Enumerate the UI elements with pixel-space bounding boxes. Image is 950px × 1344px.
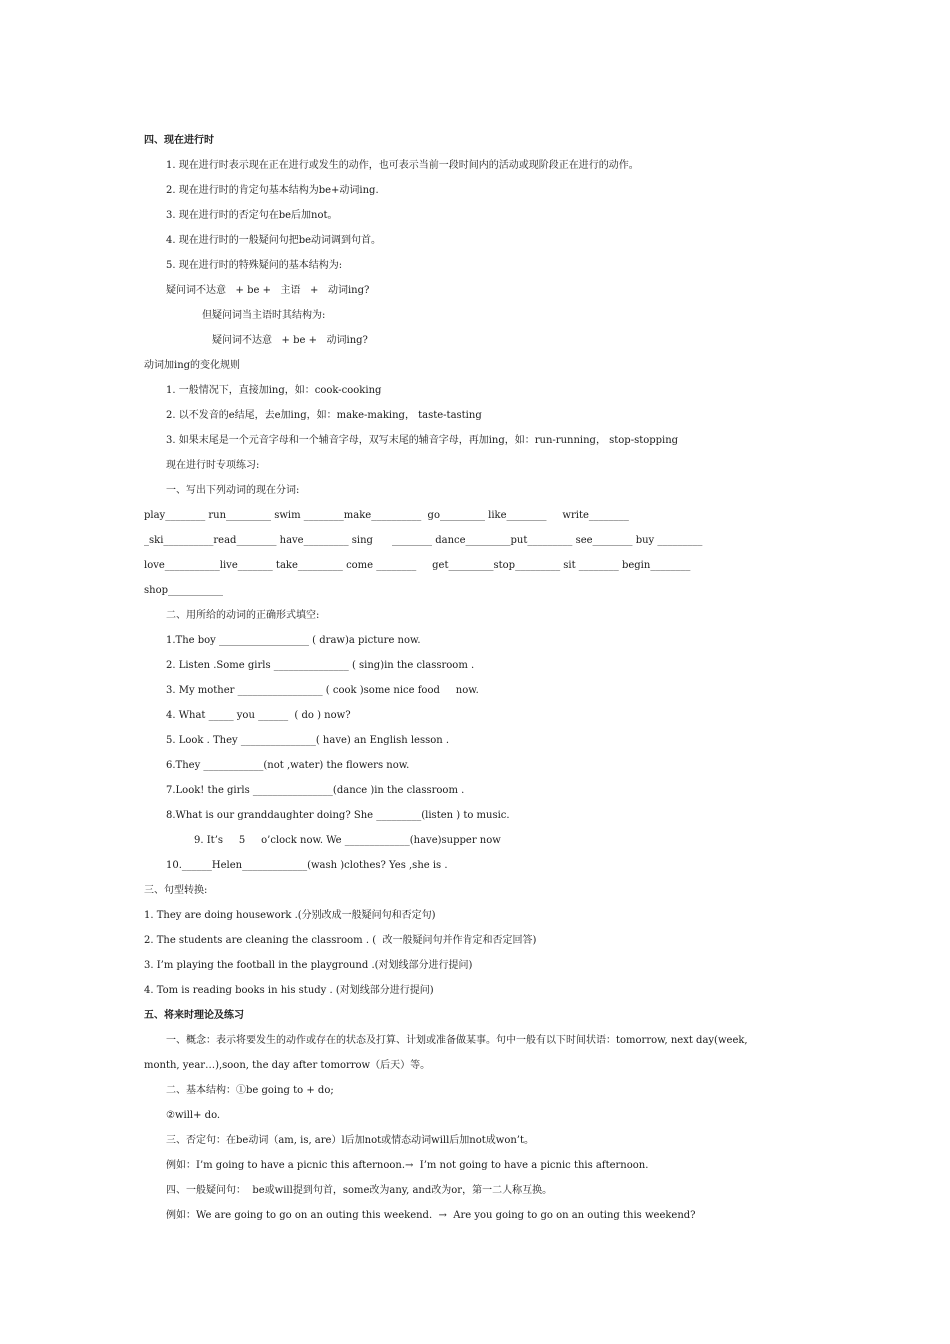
section-5-title: 五、将来时理论及练习 — [144, 1010, 244, 1021]
exercise-2-item: 9. It’s 5 o’clock now. We _____________(have)supper now — [194, 835, 501, 846]
exercise-1-row: play________ run_________ swim ________make__________ go_________ like________ write________ — [144, 510, 629, 521]
practice-title: 现在进行时专项练习: — [166, 460, 260, 471]
exercise-3-title: 三、句型转换: — [144, 885, 208, 896]
exercise-1-row: shop___________ — [144, 585, 223, 596]
exercise-2-item: 7.Look! the girls ________________(dance )in the classroom . — [166, 785, 465, 796]
exercise-1-row: love___________live_______ take_________ come ________ get_________stop_________ sit ________ begin________ — [144, 560, 691, 571]
ing-rule-1: 1. 一般情况下，直接加ing，如：cook-cooking — [166, 385, 382, 396]
future-structure: 二、基本结构：①be going to + do; — [166, 1085, 334, 1096]
exercise-2-title: 二、用所给的动词的正确形式填空: — [166, 610, 320, 621]
exercise-1-row: _ski__________read________ have_________ sing ________ dance_________put_________ see________ buy _________ — [144, 535, 703, 546]
future-question-example: 例如：We are going to go on an outing this weekend. → Are you going to go on an outing this weekend? — [166, 1210, 696, 1221]
ing-rule-3: 3. 如果末尾是一个元音字母和一个辅音字母，双写末尾的辅音字母，再加ing，如：run-running， stop-stopping — [166, 435, 679, 446]
exercise-3-item: 1. They are doing housework .(分别改成一般疑问句和否定句) — [144, 910, 436, 921]
exercise-1-title: 一、写出下列动词的现在分词: — [166, 485, 300, 496]
exercise-2-item: 3. My mother _________________ ( cook )some nice food now. — [166, 685, 479, 696]
exercise-2-item: 1.The boy __________________ ( draw)a picture now. — [166, 635, 421, 646]
section-4-title: 四、现在进行时 — [144, 135, 214, 146]
rule-1: 1. 现在进行时表示现在正在进行或发生的动作，也可表示当前一段时间内的活动或现阶段正在进行的动作。 — [166, 160, 639, 171]
future-negative: 三、否定句：在be动词（am, is, are）l后加not或情态动词will后加not成won’t。 — [166, 1135, 534, 1146]
rule-4: 4. 现在进行时的一般疑问句把be动词调到句首。 — [166, 235, 382, 246]
future-concept-cont: month, year…),soon, the day after tomorrow（后天）等。 — [144, 1060, 431, 1071]
future-concept: 一、概念：表示将要发生的动作或存在的状态及打算、计划或准备做某事。句中一般有以下时间状语：tomorrow, next day(week, — [166, 1035, 748, 1046]
future-negative-example: 例如：I’m going to have a picnic this afternoon.→ I’m not going to have a picnic this afternoon. — [166, 1160, 649, 1171]
exercise-2-item: 2. Listen .Some girls _______________ ( sing)in the classroom . — [166, 660, 475, 671]
exercise-3-item: 4. Tom is reading books in his study . (对划线部分进行提问) — [144, 985, 434, 996]
future-structure-2: ②will+ do. — [166, 1110, 221, 1121]
exercise-2-item: 10.______Helen_____________(wash )clothes? Yes ,she is . — [166, 860, 448, 871]
ing-rule-2: 2. 以不发音的e结尾，去e加ing，如：make-making， taste-tasting — [166, 410, 482, 421]
rule-2: 2. 现在进行时的肯定句基本结构为be+动词ing. — [166, 185, 379, 196]
document-body — [144, 128, 814, 1228]
exercise-2-item: 8.What is our granddaughter doing? She _________(listen ) to music. — [166, 810, 510, 821]
exercise-2-item: 4. What _____ you ______ ( do ) now? — [166, 710, 351, 721]
rule-3: 3. 现在进行时的否定句在be后加not。 — [166, 210, 338, 221]
exercise-2-item: 6.They ____________(not ,water) the flowers now. — [166, 760, 410, 771]
exercise-2-item: 5. Look . They _______________( have) an English lesson . — [166, 735, 450, 746]
structure-subject-question: 疑问词不达意 + be + 动词ing? — [212, 335, 368, 346]
future-question: 四、一般疑问句： be或will提到句首，some改为any, and改为or，第一二人称互换。 — [166, 1185, 553, 1196]
exercise-3-item: 3. I’m playing the football in the playground .(对划线部分进行提问) — [144, 960, 473, 971]
rule-5: 5. 现在进行时的特殊疑问的基本结构为: — [166, 260, 343, 271]
ing-rules-title: 动词加ing的变化规则 — [144, 360, 241, 371]
structure-special-question: 疑问词不达意 + be + 主语 + 动词ing? — [166, 285, 370, 296]
structure-subject-intro: 但疑问词当主语时其结构为: — [202, 310, 326, 321]
exercise-3-item: 2. The students are cleaning the classroom . ( 改一般疑问句并作肯定和否定回答) — [144, 935, 537, 946]
